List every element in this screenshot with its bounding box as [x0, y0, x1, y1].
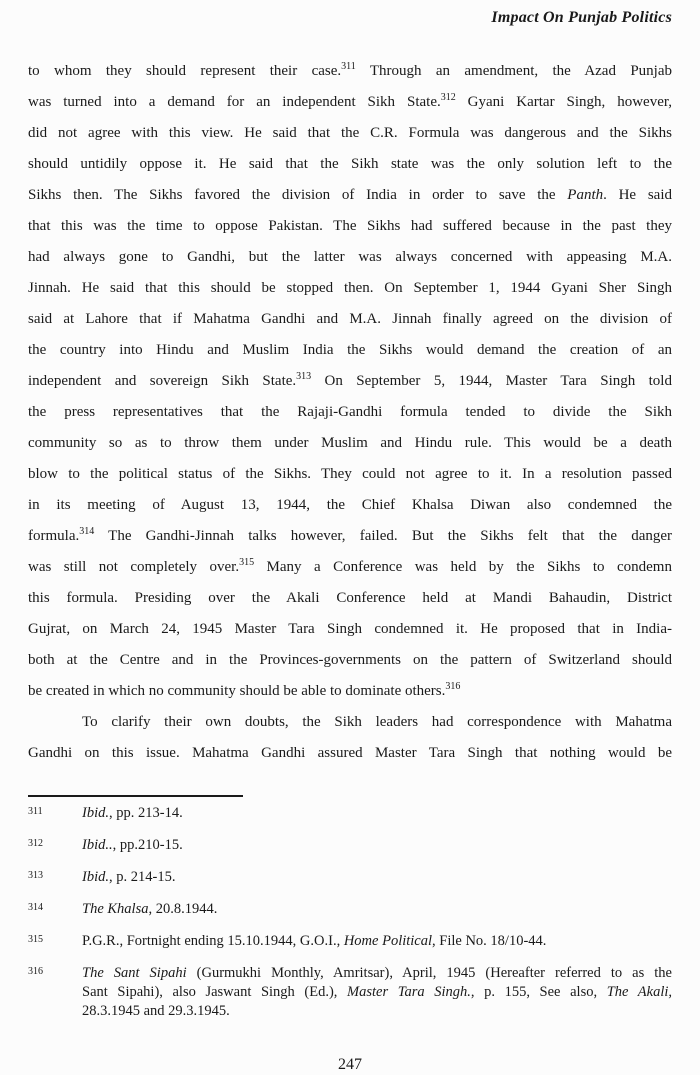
emphasis-text: Ibid. [82, 869, 109, 885]
body-line: this formula. Presiding over the Akali Conference held at Mandi Bahaudin, District [28, 590, 672, 606]
running-header: Impact On Punjab Politics [491, 9, 672, 26]
footnote-number: 313 [28, 870, 43, 881]
body-line: in its meeting of August 13, 1944, the Chief Khalsa Diwan also condemned the [28, 497, 672, 513]
footnote [28, 868, 672, 887]
footnote-reference: 315 [239, 557, 255, 568]
body-line: both at the Centre and in the Provinces-governments on the pattern of Switzerland should [28, 652, 672, 668]
footnote-line: Ibid., p. 214-15. [82, 869, 176, 885]
body-line: the country into Hindu and Muslim India the Sikhs would demand the creation of an [28, 342, 672, 358]
footnote-separator [28, 795, 243, 797]
footnote-number: 316 [28, 966, 43, 977]
emphasis-text: Master Tara Singh. [347, 984, 471, 1000]
body-line: to whom they should represent their case.$^{311}$ Through an amendment, the Azad Punjab [28, 61, 672, 79]
footnote-line: The Sant Sipahi (Gurmukhi Monthly, Amritsar), April, 1945 (Hereafter referred to as the [82, 965, 672, 981]
body-line: did not agree with this view. He said that the C.R. Formula was dangerous and the Sikhs [28, 125, 672, 141]
emphasis-text: The Khalsa [82, 901, 149, 917]
footnote-reference: 311 [341, 61, 356, 72]
body-line: should untidily oppose it. He said that the Sikh state was the only solution left to the [28, 156, 672, 172]
body-line: that this was the time to oppose Pakistan. The Sikhs had suffered because in the past they [28, 218, 672, 234]
footnote-line: Ibid., pp. 213-14. [82, 805, 183, 821]
body-text [28, 56, 672, 769]
footnote-text [82, 932, 672, 951]
footnote-line: P.G.R., Fortnight ending 15.10.1944, G.O.I., Home Political, File No. 18/10-44. [82, 933, 547, 949]
body-line: Jinnah. He said that this should be stopped then. On September 1, 1944 Gyani Sher Singh [28, 280, 672, 296]
footnote-number: 315 [28, 934, 43, 945]
footnote-number: 314 [28, 902, 43, 913]
footnote [28, 964, 672, 1021]
emphasis-text: Panth [567, 187, 604, 203]
body-line: To clarify their own doubts, the Sikh leaders had correspondence with Mahatma [82, 714, 672, 730]
emphasis-text: The Sant Sipahi [82, 965, 187, 981]
footnote-text [82, 836, 672, 855]
body-line: had always gone to Gandhi, but the latter was always concerned with appeasing M.A. [28, 249, 672, 265]
footnote-number: 311 [28, 806, 43, 817]
footnote-text [82, 964, 672, 1021]
footnote [28, 804, 672, 823]
emphasis-text: Home Political [343, 933, 433, 949]
emphasis-text: Ibid.. [82, 837, 113, 853]
page-number: 247 [338, 1056, 362, 1073]
footnote-line: Ibid.., pp.210-15. [82, 837, 183, 853]
body-line: independent and sovereign Sikh State.$^{313}$ On September 5, 1944, Master Tara Singh told [28, 371, 672, 389]
body-line: be created in which no community should be able to dominate others.$^{316}$ [28, 681, 461, 699]
footnote-line: Sant Sipahi), also Jaswant Singh (Ed.), Master Tara Singh., p. 155, See also, The Akali, [82, 984, 673, 1000]
body-line: said at Lahore that if Mahatma Gandhi and M.A. Jinnah finally agreed on the division of [28, 311, 672, 327]
body-line: Gujrat, on March 24, 1945 Master Tara Singh condemned it. He proposed that in India- [28, 621, 672, 637]
footnote-number: 312 [28, 838, 43, 849]
body-line: formula.$^{314}$ The Gandhi-Jinnah talks however, failed. But the Sikhs felt that the danger [28, 526, 672, 544]
body-line: Gandhi on this issue. Mahatma Gandhi assured Master Tara Singh that nothing would be [28, 745, 672, 761]
footnote-line: 28.3.1945 and 29.3.1945. [82, 1003, 230, 1019]
emphasis-text: Ibid. [82, 805, 109, 821]
footnote-text [82, 804, 672, 823]
footnote [28, 900, 672, 919]
footnote [28, 932, 672, 951]
footnote-text [82, 868, 672, 887]
footnote-reference: 314 [79, 526, 95, 537]
footnote-text [82, 900, 672, 919]
body-line: community so as to throw them under Muslim and Hindu rule. This would be a death [28, 435, 672, 451]
footnote [28, 836, 672, 855]
body-line: was turned into a demand for an independent Sikh State.$^{312}$ Gyani Kartar Singh, however, [28, 92, 673, 110]
body-line: the press representatives that the Rajaji-Gandhi formula tended to divide the Sikh [28, 404, 672, 420]
footnote-reference: 312 [440, 92, 456, 103]
footnote-reference: 313 [296, 371, 312, 382]
emphasis-text: The Akali, [606, 984, 673, 1000]
footnote-line: The Khalsa, 20.8.1944. [82, 901, 218, 917]
body-line: blow to the political status of the Sikhs. They could not agree to it. In a resolution passed [28, 466, 672, 482]
body-line: was still not completely over.$^{315}$ Many a Conference was held by the Sikhs to condemn [28, 557, 672, 575]
footnote-reference: 316 [445, 681, 461, 692]
footnotes [28, 804, 672, 1021]
body-line: Sikhs then. The Sikhs favored the division of India in order to save the Panth. He said [28, 187, 672, 203]
